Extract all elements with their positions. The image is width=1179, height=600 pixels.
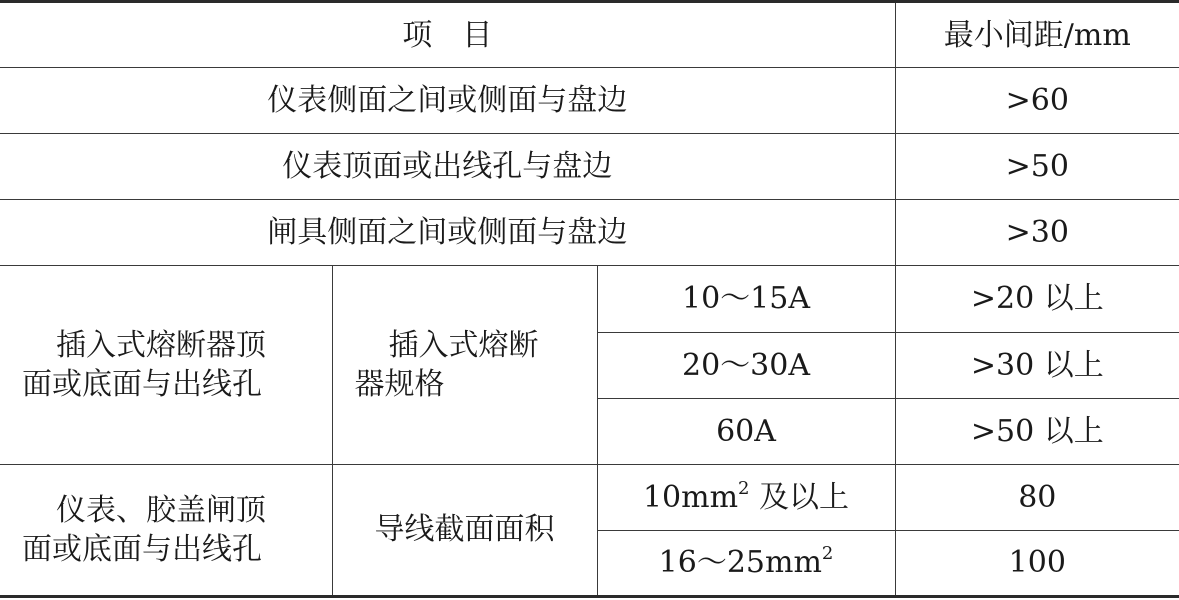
header-item: 项 目 [0,2,895,68]
fuse-value: >50 以上 [895,398,1179,464]
fuse-item-line1: 插入式熔断器顶 [56,328,266,364]
wire-section-suffix: 及以上 [749,479,850,515]
row-value: >30 [895,200,1179,266]
fuse-spec-line1: 插入式熔断 [388,328,539,364]
wire-section [597,464,895,530]
fuse-spec-line2: 器规格 [354,367,445,403]
wire-section-main: 10mm [642,479,739,515]
wire-section-sup: 2 [738,477,750,499]
fuse-item-cell [0,266,332,464]
row-value: >50 [895,134,1179,200]
table-row [0,134,1179,200]
table-row [0,68,1179,134]
table-row [0,200,1179,266]
row-value: >60 [895,68,1179,134]
row-item: 闸具侧面之间或侧面与盘边 [0,200,895,266]
fuse-value: >30 以上 [895,332,1179,398]
row-item: 仪表侧面之间或侧面与盘边 [0,68,895,134]
fuse-rating: 60A [597,398,895,464]
wire-spec-cell: 导线截面面积 [332,464,597,596]
header-row [0,2,1179,68]
fuse-spec-cell [332,266,597,464]
row-item: 仪表顶面或出线孔与盘边 [0,134,895,200]
wire-item-cell [0,464,332,596]
wire-section-main: 16～25mm [658,545,822,581]
wire-section [597,530,895,596]
fuse-rating: 10～15A [597,266,895,332]
wire-section-sup: 2 [821,543,834,565]
wire-value: 100 [895,530,1179,596]
fuse-rating: 20～30A [597,332,895,398]
wire-value: 80 [895,464,1179,530]
table-row [0,266,1179,332]
fuse-value: >20 以上 [895,266,1179,332]
wire-item-line1: 仪表、胶盖闸顶 [56,492,266,528]
header-min-spacing: 最小间距/mm [895,2,1179,68]
table-row [0,464,1179,530]
fuse-item-line2: 面或底面与出线孔 [22,367,262,403]
wire-item-line2: 面或底面与出线孔 [22,531,262,567]
